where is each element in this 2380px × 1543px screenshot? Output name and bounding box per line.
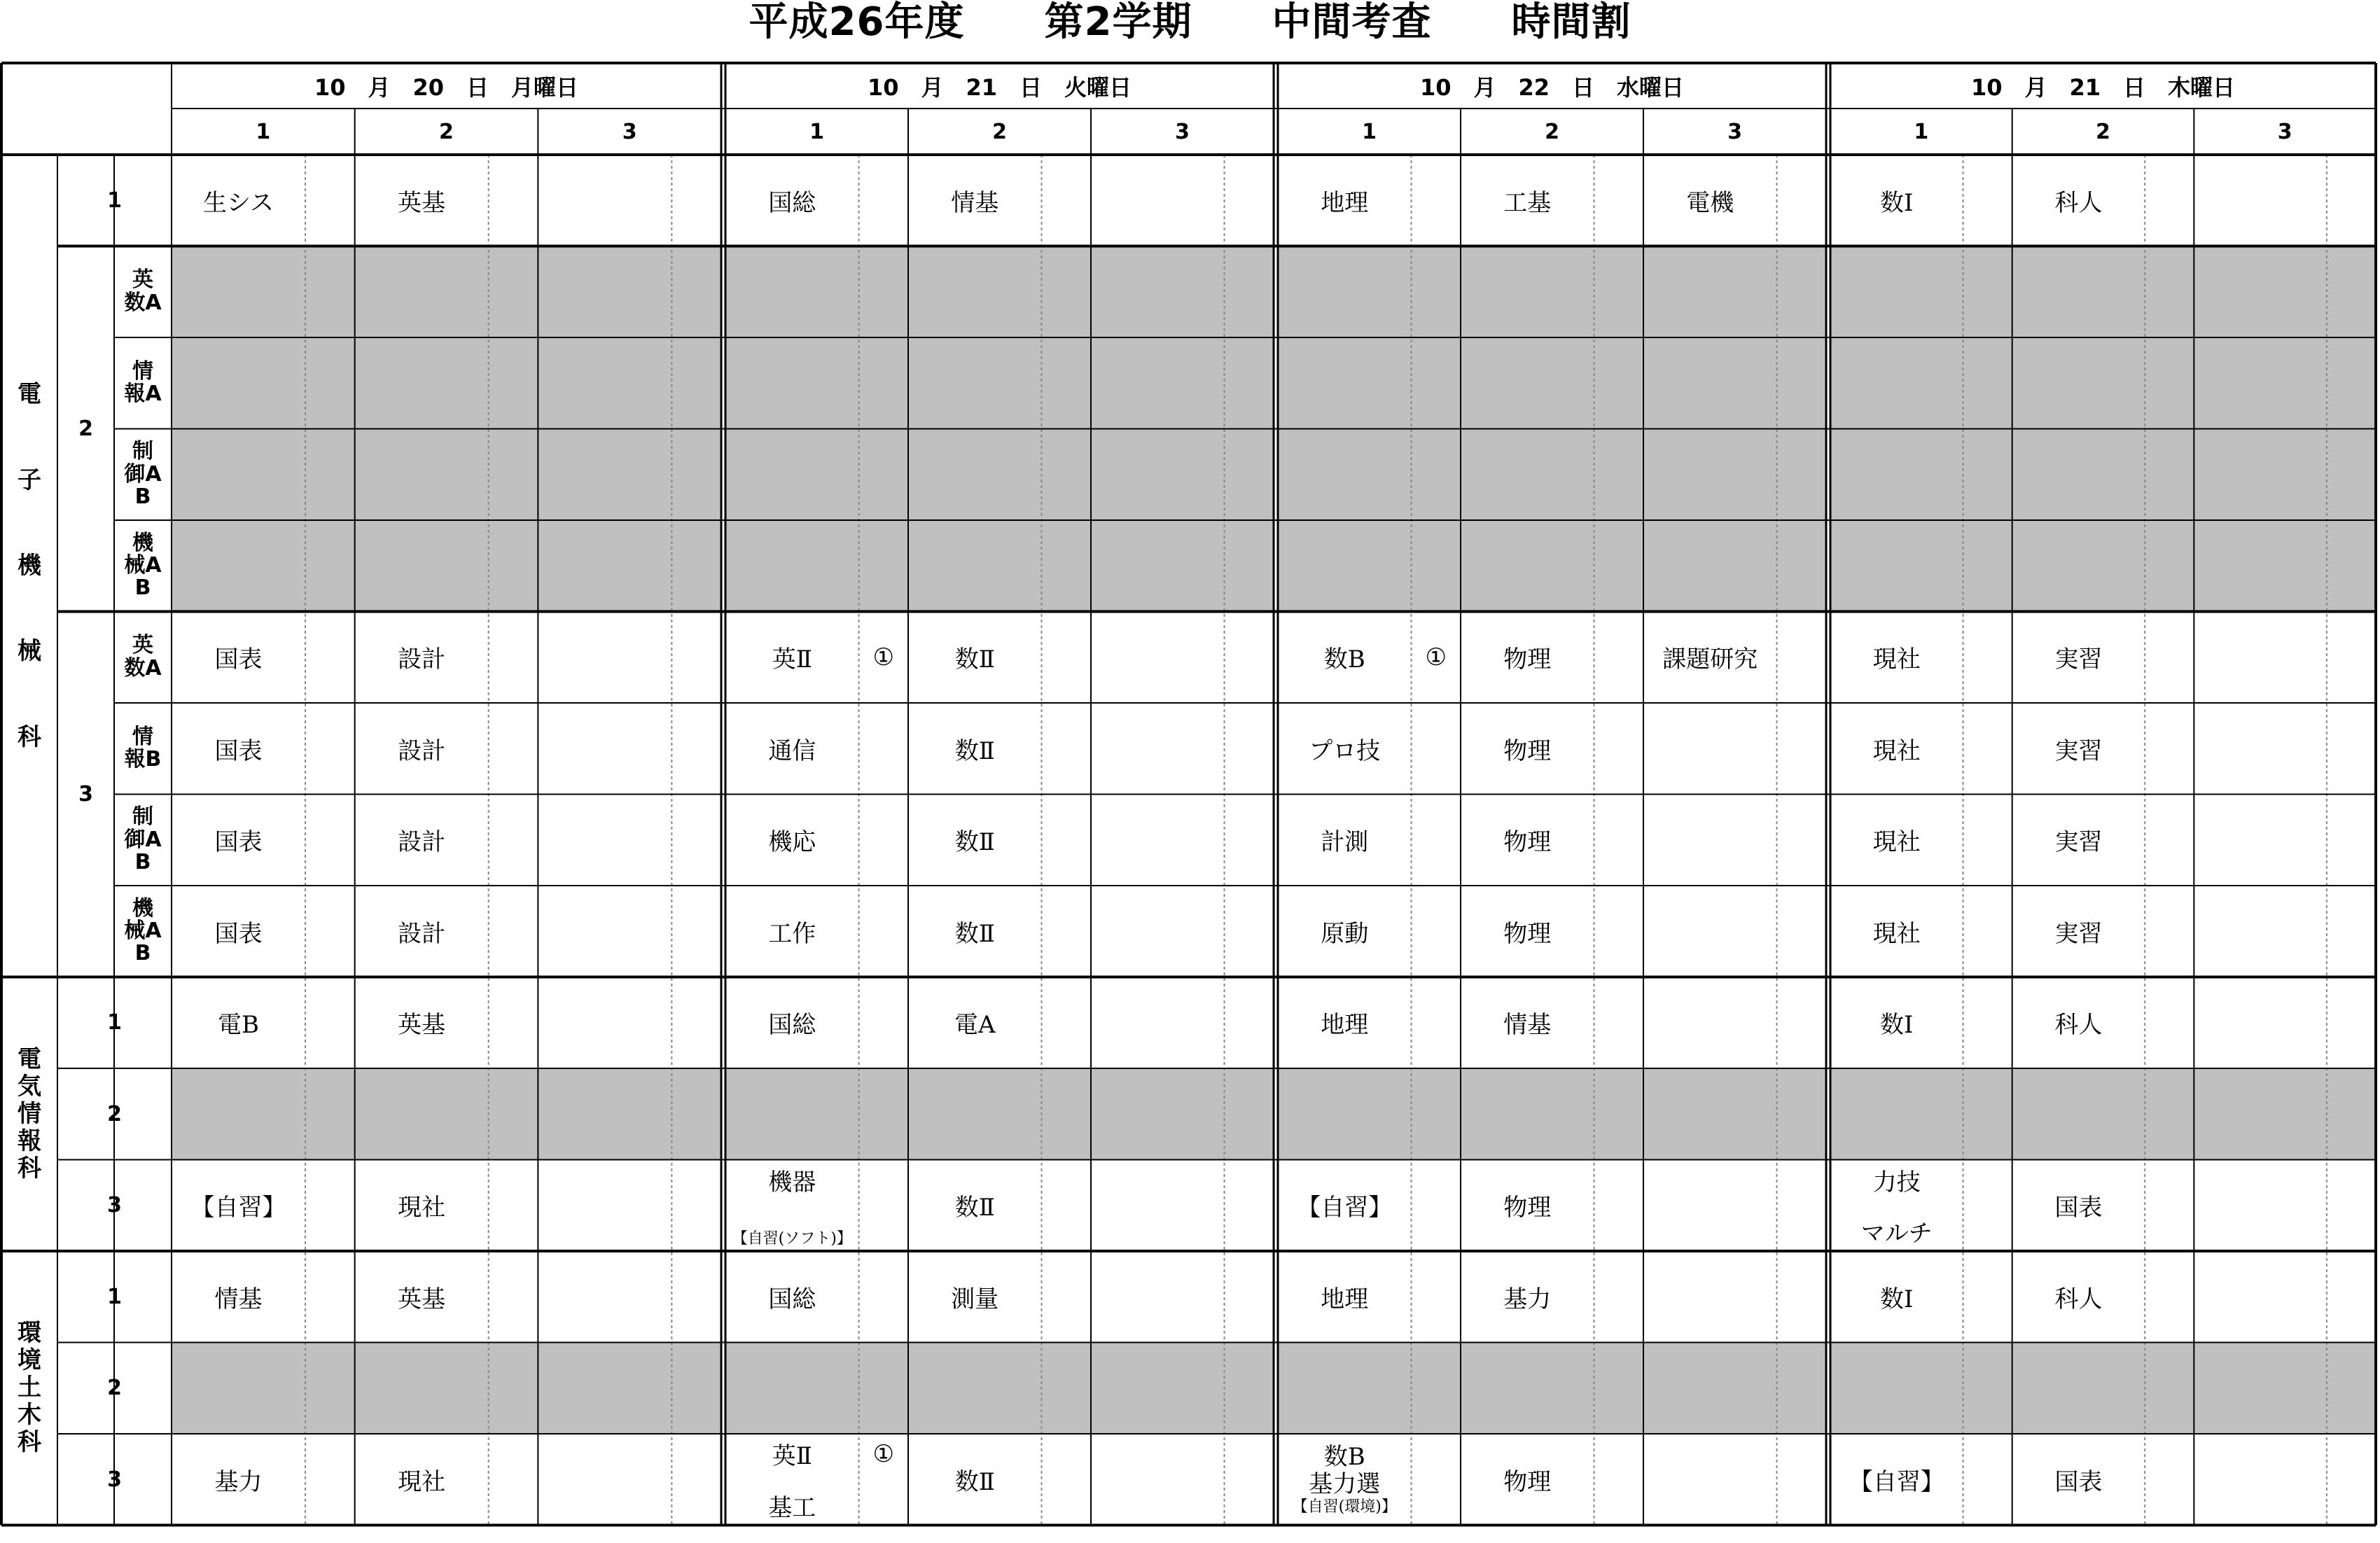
- subject-cell: 測量: [951, 1285, 999, 1313]
- period-header: 2: [439, 119, 454, 144]
- subject-cell: 英基: [398, 1011, 446, 1040]
- subject-cell: 設計: [398, 919, 446, 948]
- subject-cell: 物理: [1503, 1467, 1552, 1496]
- subject-line: 力技: [1872, 1168, 1921, 1196]
- subject-line: 【自習(ソフト)】: [732, 1230, 852, 1248]
- grade-label: 3: [78, 782, 93, 807]
- subject-cell: 【自習】: [1849, 1467, 1944, 1496]
- subject-line: 数B: [1323, 1442, 1365, 1471]
- subject-cell: 現社: [1872, 736, 1921, 765]
- period-header: 1: [1362, 119, 1377, 144]
- subject-cell: 国総: [768, 1285, 816, 1313]
- period-header: 3: [1175, 119, 1190, 144]
- subject-cell: 科人: [2054, 188, 2103, 217]
- subject-cell: 設計: [398, 828, 446, 857]
- subject-cell: 実習: [2054, 919, 2103, 948]
- subject-cell: 情基: [214, 1285, 263, 1313]
- class-label: 英数A: [124, 267, 162, 315]
- subject-cell: 【自習】: [1297, 1194, 1393, 1222]
- subject-cell: 数Ⅱ: [954, 828, 995, 857]
- subject-line: 機器: [768, 1168, 816, 1196]
- subject-cell: 英基: [398, 188, 446, 217]
- period-header: 2: [1545, 119, 1559, 144]
- department-label: 電子機械科: [18, 380, 41, 751]
- subject-cell: 数Ⅰ: [1880, 1285, 1914, 1313]
- period-header: 3: [2277, 119, 2292, 144]
- subject-cell: 【自習】: [190, 1194, 286, 1222]
- subject-cell: 数Ⅱ: [954, 1194, 995, 1222]
- subject-cell: 計測: [1321, 828, 1369, 857]
- department-label: 環境土木科: [18, 1319, 41, 1457]
- circled-mark: ①: [872, 643, 894, 671]
- subject-cell: 物理: [1503, 828, 1552, 857]
- subject-cell-multiline: [1830, 1160, 1963, 1252]
- subject-cell: 国表: [2054, 1194, 2103, 1222]
- subject-cell: 国表: [2054, 1467, 2103, 1496]
- period-header: 3: [1727, 119, 1742, 144]
- grade-label: 2: [107, 1376, 122, 1401]
- subject-line: マルチ: [1860, 1220, 1933, 1248]
- subject-cell: 物理: [1503, 1194, 1552, 1222]
- subject-cell: 実習: [2054, 828, 2103, 857]
- subject-cell: 現社: [1872, 919, 1921, 948]
- subject-cell: 基力: [214, 1467, 263, 1496]
- subject-line: 【自習(環境)】: [1292, 1497, 1397, 1516]
- subject-cell: 実習: [2054, 736, 2103, 765]
- grade-label: 3: [107, 1193, 122, 1218]
- subject-cell: 数Ⅱ: [954, 1467, 995, 1496]
- subject-line: 基工: [768, 1493, 816, 1522]
- grade-label: 1: [107, 1010, 122, 1035]
- subject-cell: 国総: [768, 1011, 816, 1040]
- subject-cell: 設計: [398, 645, 446, 674]
- grade-label: 1: [107, 188, 122, 213]
- subject-cell: 国総: [768, 188, 816, 217]
- subject-cell: 英基: [398, 1285, 446, 1313]
- subject-cell: 機応: [768, 828, 816, 857]
- subject-cell: 英Ⅱ: [772, 645, 812, 674]
- class-label: 情報B: [124, 724, 162, 772]
- subject-cell: 実習: [2054, 645, 2103, 674]
- subject-cell: 物理: [1503, 919, 1552, 948]
- subject-line: 英Ⅱ: [772, 1442, 812, 1470]
- period-header: 1: [1914, 119, 1929, 144]
- subject-cell-multiline: [725, 1434, 859, 1525]
- subject-cell: 情基: [951, 188, 999, 217]
- class-label: 制御AB: [124, 439, 162, 509]
- subject-cell: 数Ⅱ: [954, 919, 995, 948]
- subject-cell: 課題研究: [1662, 645, 1758, 674]
- period-header: 1: [809, 119, 824, 144]
- subject-cell: 物理: [1503, 645, 1552, 674]
- class-label: 英数A: [124, 633, 162, 680]
- subject-cell: 数Ⅱ: [954, 645, 995, 674]
- page-title: 平成26年度 第2学期 中間考査 時間割: [749, 0, 1631, 45]
- grade-label: 2: [78, 417, 93, 441]
- subject-cell: 地理: [1321, 1011, 1369, 1040]
- subject-cell: 数B: [1323, 645, 1365, 674]
- grade-label: 2: [107, 1101, 122, 1126]
- grade-label: 1: [107, 1284, 122, 1309]
- period-header: 1: [256, 119, 271, 144]
- period-header: 2: [2096, 119, 2110, 144]
- subject-cell: 工作: [768, 919, 816, 948]
- circled-mark: ①: [872, 1440, 894, 1469]
- subject-cell: 電機: [1686, 188, 1734, 217]
- subject-cell: 情基: [1503, 1011, 1552, 1040]
- class-label: 機械AB: [124, 895, 162, 966]
- subject-cell: 科人: [2054, 1285, 2103, 1313]
- subject-cell-multiline: [1278, 1434, 1412, 1525]
- circled-mark: ①: [1425, 643, 1447, 671]
- subject-cell: 基力: [1503, 1285, 1552, 1313]
- subject-cell-multiline: [725, 1160, 859, 1252]
- subject-cell: 生シス: [203, 188, 274, 217]
- department-label: 電気情報科: [18, 1045, 41, 1182]
- subject-cell: 電A: [954, 1011, 996, 1040]
- day-header-2: 10 月 21 日 火曜日: [867, 74, 1132, 101]
- subject-cell: 電B: [218, 1011, 259, 1040]
- subject-cell: 通信: [768, 736, 816, 765]
- subject-cell: 物理: [1503, 736, 1552, 765]
- subject-cell: 現社: [398, 1467, 446, 1496]
- subject-cell: 数Ⅱ: [954, 736, 995, 765]
- subject-cell: プロ技: [1309, 736, 1381, 765]
- subject-cell: 地理: [1321, 1285, 1369, 1313]
- class-label: 機械AB: [124, 530, 162, 601]
- class-label: 制御AB: [124, 804, 162, 874]
- subject-cell: 科人: [2054, 1011, 2103, 1040]
- subject-cell: 国表: [214, 645, 263, 674]
- subject-cell: 国表: [214, 919, 263, 948]
- subject-cell: 国表: [214, 828, 263, 857]
- day-header-1: 10 月 20 日 月曜日: [314, 74, 579, 101]
- day-header-4: 10 月 21 日 木曜日: [1970, 74, 2236, 101]
- subject-cell: 設計: [398, 736, 446, 765]
- subject-line: 基力選: [1309, 1469, 1381, 1498]
- subject-cell: 現社: [1872, 828, 1921, 857]
- subject-cell: 数Ⅰ: [1880, 1011, 1914, 1040]
- subject-cell: 現社: [1872, 645, 1921, 674]
- period-header: 2: [992, 119, 1007, 144]
- subject-cell: 地理: [1321, 188, 1369, 217]
- subject-cell: 国表: [214, 736, 263, 765]
- subject-cell: 原動: [1321, 919, 1369, 948]
- day-header-3: 10 月 22 日 水曜日: [1419, 74, 1685, 101]
- subject-cell: 現社: [398, 1194, 446, 1222]
- period-header: 3: [622, 119, 637, 144]
- class-label: 情報A: [124, 358, 162, 407]
- subject-cell: 工基: [1503, 188, 1552, 217]
- subject-cell: 数Ⅰ: [1880, 188, 1914, 217]
- grade-label: 3: [107, 1467, 122, 1492]
